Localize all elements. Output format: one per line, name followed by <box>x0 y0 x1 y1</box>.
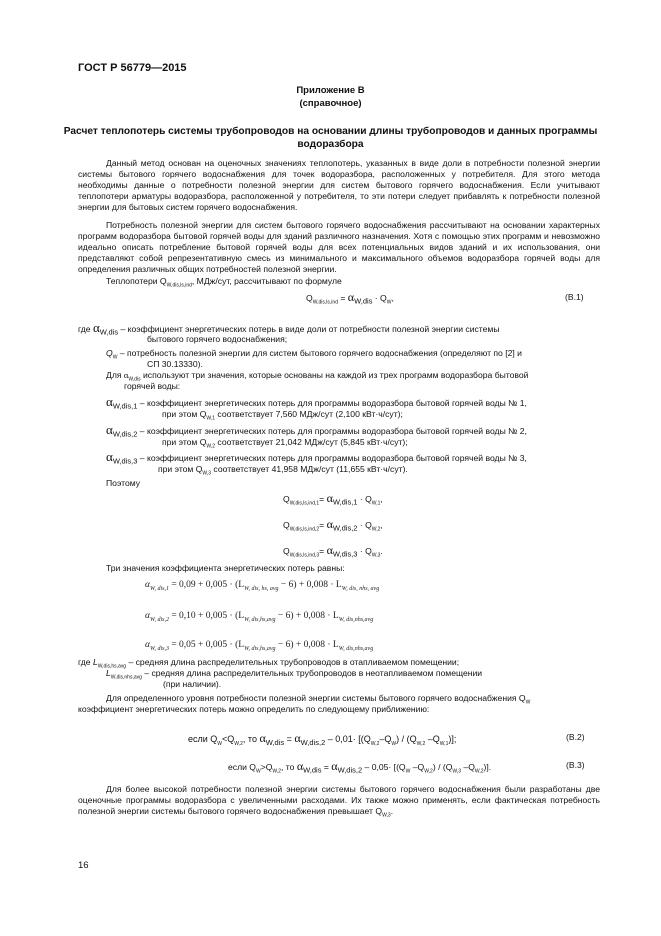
equation-b2-label: (В.2) <box>566 732 585 742</box>
page-number: 16 <box>78 860 89 871</box>
coefficient-equation-3: $\alpha_{W, dis,3} = 0,05 + 0,005 \cdot (L_{W, dis,hs,avg} - 6) + 0,008 \cdot L_{W, dis,nhs,avg}$ <box>145 640 374 652</box>
sub-equation-1: $Q_{W,dis,ls,ind,1}= \alpha_{W,dis,1} \cdot Q_{W,1}$, <box>283 491 383 507</box>
sub-equation-2: $Q_{W,dis,ls,ind,2}= \alpha_{W,dis,2} \cdot Q_{W,2}$, <box>283 517 383 533</box>
paragraph-method: Данный метод основан на оценочных значениях теплопотерь, указанных в виде доли в потребности полезной энергии системы бытового горячего водоснабжения для точек водоразбора, расположенных у потребителя. Для этого метода необходимы данные о потребности полезной энергии для систем бытового горячего водоснабжения. Если учитывают теплопотери арматуры водоразбора, расположенной у потребителя, то эти потери следует прибавлять к потребности полезной энергии для бытовых систем горячего водоснабжения. <box>78 158 600 213</box>
paragraph-approx: Для определенного уровня потребности полезной энергии системы бытового горячего водоснабжения $Q_W$ <box>106 693 531 706</box>
appendix-title: Приложение В <box>296 85 365 96</box>
where-alpha-def: где $\alpha_{W,dis}$ – коэффициент энергетических потерь в виде доли от потребности полезной энергии системы <box>78 320 500 337</box>
section-title: Расчет теплопотерь системы трубопроводов на основании длины трубопроводов и данных программы водоразбора <box>63 126 598 150</box>
coefficient-equation-2: $\alpha_{W, dis,2} = 0,10 + 0,005 \cdot (L_{W, dis,hs,avg} - 6) + 0,008 \cdot L_{W, dis,nhs,avg}$ <box>145 611 374 623</box>
equation-b1-label: (В.1) <box>565 292 584 302</box>
for-alpha-line: Для $\alpha_{W,dis}$ используют три значения, которые основаны на каждой из трех программ водоразбора бытовой <box>106 370 529 383</box>
for-alpha-line-cont: горячей воды: <box>124 381 181 391</box>
paragraph-demand: Потребность полезной энергии для систем бытового горячего водоснабжения рассчитывают на основании характерных программ водоразбора бытовой горячей воды для зданий различного назначения. Хотя с помощью этих программ и невозможно идеально описать потребление бытовой горячей воды для всех потенциальных видов зданий и их использования, они представляют собой репрезентативную смесь из минимального и максимального объемов водоразбора горячей воды для определения различных общих потребностей полезной энергии. <box>78 220 600 275</box>
standard-header: ГОСТ Р 56779—2015 <box>78 62 187 74</box>
coefficient-equation-1: $\alpha_{W, dis,1} = 0,09 + 0,005 \cdot (L_{W, dis, hs, avg} - 6) + 0,008 \cdot L_{W, dis, nhs, avg}$ <box>145 580 380 592</box>
where-length-hs: где $L_{W,dis,hs,avg}$ – средняя длина распределительных трубопроводов в отапливаемом помещении; <box>78 657 460 670</box>
paragraph-approx-cont: коэффициент энергетических потерь можно определить по следующему приближению: <box>78 704 430 714</box>
alpha-3-def: $\alpha_{W,dis,3}$ – коэффициент энергетических потерь для программы водоразбора бытовой горячей воды № 3, <box>106 449 527 466</box>
qw-definition-cont: СП 30.13330). <box>147 359 203 369</box>
three-values-label: Три значения коэффициента энергетических потерь равны: <box>106 563 345 573</box>
paragraph-higher-demand: Для более высокой потребности полезной энергии системы бытового горячего водоснабжения были разработаны две оценочные программы водоразбора с увеличенными расходами. Их также можно применять, если фактическая потребность полезной энергии системы бытового горячего водоснабжения превышает $Q_{W,3}$. <box>78 784 600 819</box>
alpha-2-def-cont: при этом $Q_{W,2}$ соответствует 21,042 МДж/сут (5,845 кВт·ч/сут); <box>162 437 408 450</box>
where-length-nhs-cont: (при наличии). <box>163 679 222 689</box>
equation-b3-label: (В.3) <box>566 760 585 770</box>
alpha-2-def: $\alpha_{W,dis,2}$ – коэффициент энергетических потерь для программы водоразбора бытовой горячей воды № 2, <box>106 422 527 439</box>
sub-equation-3: $Q_{W,dis,ls,ind,3}= \alpha_{W,dis,3} \cdot Q_{W,3}$. <box>283 543 383 559</box>
alpha-1-def-cont: при этом $Q_{W,1}$ соответствует 7,560 МДж/сут (2,100 кВт·ч/сут); <box>162 409 403 422</box>
appendix-subtitle: (справочное) <box>299 98 362 109</box>
heatloss-intro: Теплопотери $Q_{W,dis,ls,ind}$, МДж/сут, рассчитывают по формуле <box>106 276 342 289</box>
where-alpha-def-cont: бытового горячего водоснабжения; <box>147 334 288 344</box>
alpha-1-def: $\alpha_{W,dis,1}$ – коэффициент энергетических потерь для программы водоразбора бытовой горячей воды № 1, <box>106 394 527 411</box>
where-length-nhs: $L_{W,dis,nhs,avg}$ – средняя длина распределительных трубопроводов в неотапливаемом помещении <box>106 668 483 681</box>
equation-b1: $Q_{W,dis,ls,ind} = \alpha_{W,dis} \cdot Q_W$, <box>306 290 394 306</box>
alpha-3-def-cont: при этом $Q_{W,3}$ соответствует 41,958 МДж/сут (11,655 кВт·ч/сут). <box>158 464 408 477</box>
therefore-label: Поэтому <box>106 478 141 488</box>
equation-b2: если $Q_W<Q_{W,2}$, то $\alpha_{W,dis} = \alpha_{W,dis,2} - 0,01\cdot [(Q_{W,2}-Q_W) / (Q_{W,2}$ $-Q_{W,1}$)]; <box>188 731 457 747</box>
qw-definition: $Q_W$ – потребность полезной энергии для систем бытового горячего водоснабжения (определяют по [2] и <box>106 348 522 361</box>
equation-b3: если $Q_W>Q_{W,2}$, то $\alpha_{W,dis} = \alpha_{W,dis,2} - 0,05\cdot [(Q_W$ $-Q_{W,2}) / (Q_{W,3}$ $-Q_{W,2}$)]. <box>228 759 492 775</box>
